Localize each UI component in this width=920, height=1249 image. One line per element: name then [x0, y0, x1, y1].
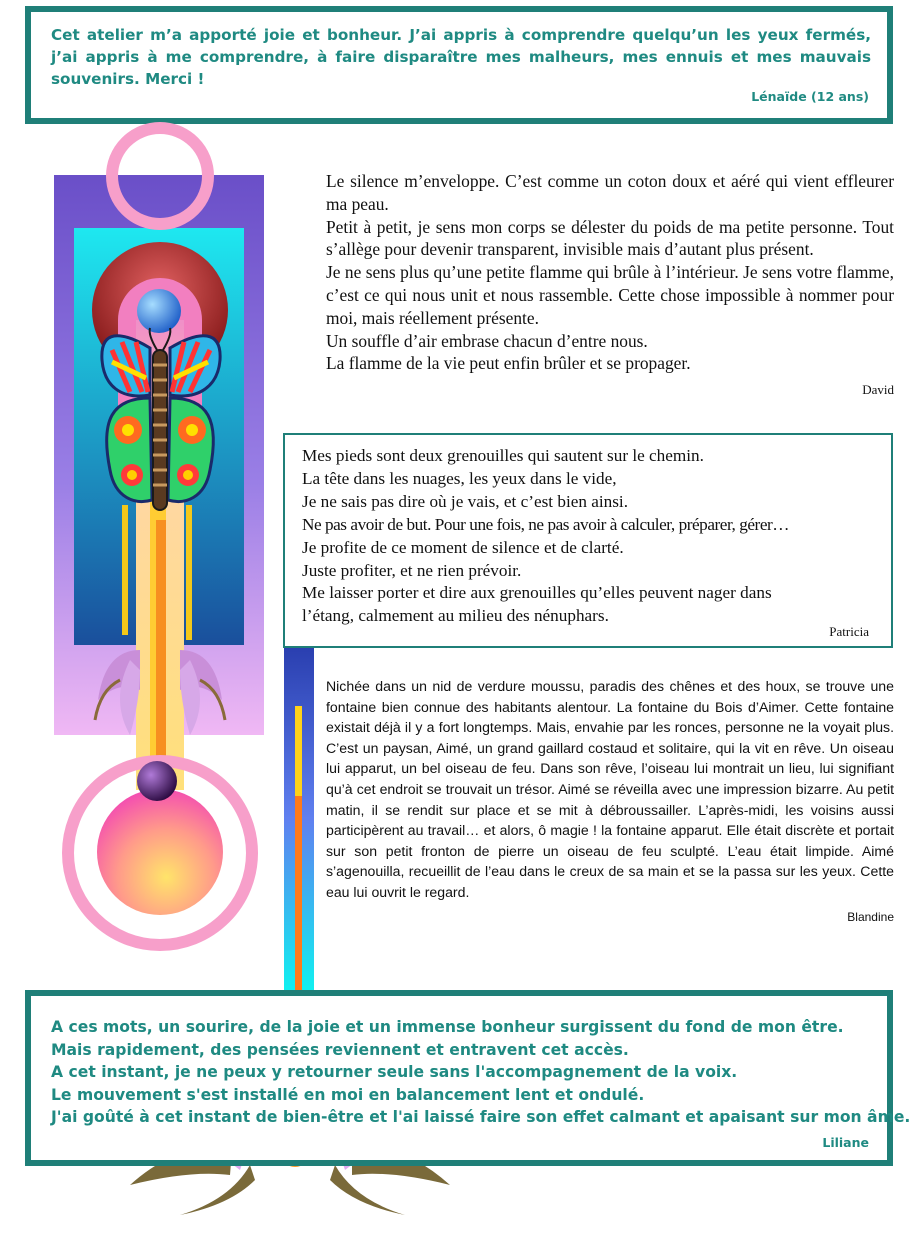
patricia-box	[283, 433, 893, 648]
patricia-line: Je profite de ce moment de silence et de clarté.	[302, 537, 624, 557]
bottom-quote-line: Le mouvement s'est installé en moi en balancement lent et ondulé.	[51, 1085, 645, 1104]
bottom-quote-box	[25, 990, 911, 1166]
patricia-line: Je ne sais pas dire où je vais, et c’est bien ainsi.	[302, 491, 628, 511]
right-gold-bar	[186, 505, 192, 640]
patricia-line: Ne pas avoir de but. Pour une fois, ne pas avoir à calculer, préparer, gérer…	[302, 514, 790, 534]
david-paragraph: Je ne sens plus qu’une petite flamme qui brûle à l’intérieur. Je sens votre flamme, c’est ce qui nous unit et nous rassemble. Cette chose impossible à nommer pour moi, mais réellement présente.	[326, 262, 894, 328]
blandine-paragraph: Nichée dans un nid de verdure moussu, paradis des chênes et des houx, se trouve une fontaine bien connue des habitants alentour. La fontaine du Bois d’Aimer. Cette fontaine existait déjà il y a fort longtemps. Mais, envahie par les ronces, personne ne la voyait plus. C’est un paysan, Aimé, un grand gaillard costaud et solitaire, qui la vit en rêve. Un oiseau lui apparut, un bel oiseau de feu. Dans son rêve, l’oiseau lui montrait un lieu, lui signifiant qu’à cet endroit se trouvait un trésor. Aimé se réveilla avec une impression bizarre. Au petit matin, il se rendit sur place et se mit à débroussailler. L’après-midi, les voisins aussi participèrent au travail… et alors, ô magie ! la fontaine apparut. Elle était discrète et portait sur son petit fronton de pierre un oiseau de feu sculpté. L’eau était limpide. Aimé s’agenouilla, recueillit de l’eau dans le creux de sa main et se la passa sur les yeux. Cette eau lui ouvrit le regard.	[326, 678, 894, 900]
bottom-quote-line: J'ai goûté à cet instant de bien-être et l'ai laissé faire son effet calmant et apaisant sur mon âme.	[51, 1108, 911, 1126]
big-sphere	[97, 789, 223, 915]
david-author: David	[862, 382, 894, 398]
david-text-block	[326, 170, 894, 402]
purple-ball	[137, 761, 177, 801]
blandine-author: Blandine	[847, 909, 894, 924]
patricia-line: Me laisser porter et dire aux grenouilles qu’elles peuvent nager dans	[302, 583, 772, 603]
top-quote-text: Cet atelier m’a apporté joie et bonheur. J’ai appris à comprendre quelqu’un les yeux fermés, j’ai appris à me comprendre, à faire disparaître mes malheurs, mes ennuis et mes mauvais souvenirs. Merci !	[51, 26, 871, 88]
bottom-quote-line: A cet instant, je ne peux y retourner seule sans l'accompagnement de la voix.	[51, 1063, 738, 1081]
bottom-quote-line: Mais rapidement, des pensées reviennent et entravent cet accès.	[51, 1040, 629, 1059]
david-paragraph: Un souffle d’air embrase chacun d’entre nous.	[326, 330, 648, 351]
bottom-quote-author: Liliane	[822, 1135, 869, 1150]
david-paragraph: Petit à petit, je sens mon corps se délester du poids de ma petite personne. Tout s’allège pour devenir transparent, invisible mais d’autant plus présent.	[326, 216, 894, 260]
david-paragraph: La flamme de la vie peut enfin brûler et se propager.	[326, 353, 691, 374]
bottom-quote-line: A ces mots, un sourire, de la joie et un immense bonheur surgissent du fond de mon être.	[51, 1018, 844, 1036]
patricia-author: Patricia	[829, 624, 869, 639]
strip-yellow-bar	[295, 706, 302, 796]
left-gold-bar	[122, 505, 128, 635]
patricia-line: Mes pieds sont deux grenouilles qui sautent sur le chemin.	[302, 446, 704, 465]
top-quote-author: Lénaïde (12 ans)	[751, 89, 869, 104]
patricia-line: l’étang, calmement au milieu des nénuphars.	[302, 606, 609, 626]
blue-ball	[137, 289, 181, 333]
patricia-line: Juste profiter, et ne rien prévoir.	[302, 560, 522, 580]
butterfly	[102, 328, 220, 510]
orange-beam	[156, 520, 166, 760]
patricia-line: La tête dans les nuages, les yeux dans le vide,	[302, 468, 617, 488]
david-paragraph: Le silence m’enveloppe. C’est comme un coton doux et aéré qui vient effleurer ma peau.	[326, 171, 894, 214]
blandine-text-block	[326, 676, 894, 927]
